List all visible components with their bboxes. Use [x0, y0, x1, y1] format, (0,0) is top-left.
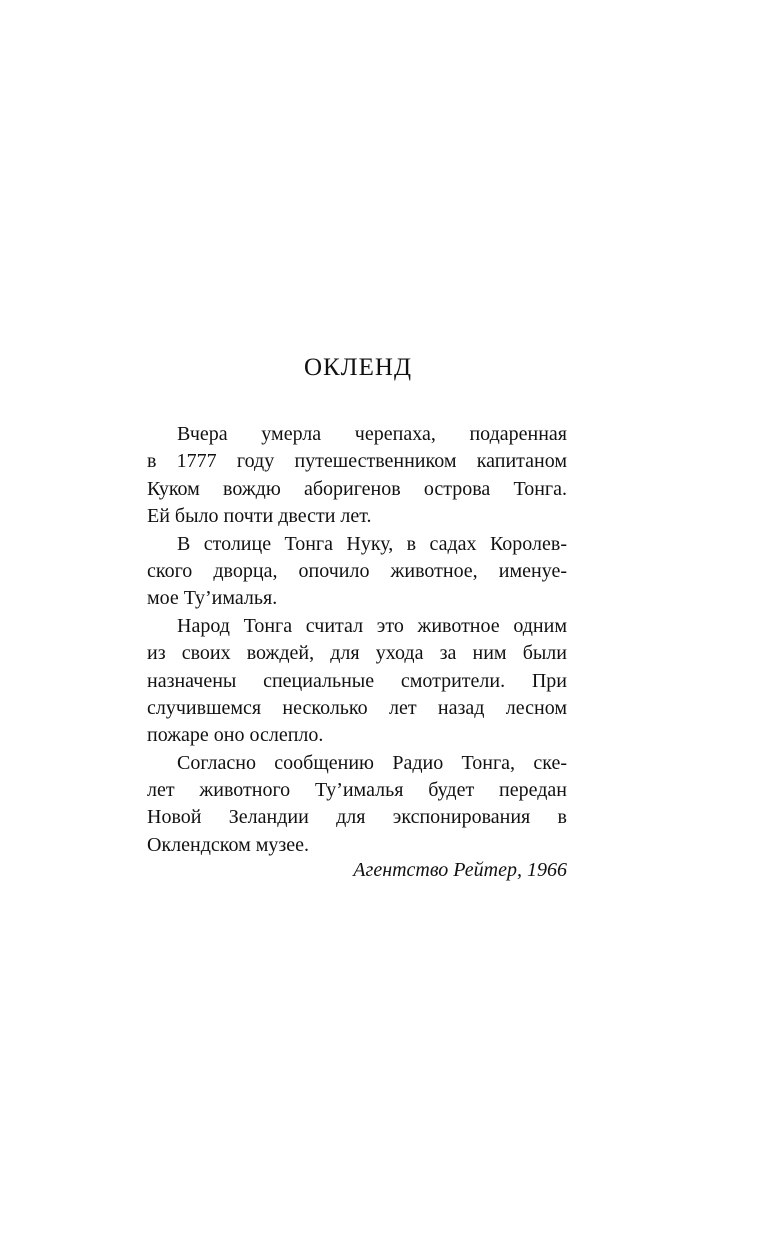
text-line: из своих вождей, для ухода за ним были	[147, 642, 567, 665]
text-line: Согласно сообщению Радио Тонга, ске-	[177, 751, 567, 774]
text-line: В столице Тонга Нуку, в садах Королев-	[177, 532, 567, 555]
text-line: пожаре оно ослепло.	[147, 724, 324, 747]
text-line: Ей было почти двести лет.	[147, 505, 372, 528]
text-line: Оклендском музее.	[147, 833, 310, 856]
article-text	[147, 421, 567, 859]
source-attribution: Агентство Рейтер, 1966	[353, 859, 567, 881]
text-line: мое Ту’ималья.	[147, 587, 278, 610]
text-line: назначены специальные смотрители. При	[147, 669, 567, 692]
text-line: Вчера умерла черепаха, подаренная	[177, 423, 567, 445]
text-line: Новой Зеландии для экспонирования в	[147, 806, 567, 829]
chapter-title: ОКЛЕНД	[303, 354, 413, 381]
text-line: Народ Тонга считал это животное одним	[177, 614, 567, 637]
text-line: в 1777 году путешественником капитаном	[147, 450, 567, 473]
text-line: ского дворца, опочило животное, именуе-	[147, 559, 567, 582]
text-line: случившемся несколько лет назад лесном	[147, 696, 567, 719]
text-line: Куком вождю аборигенов острова Тонга.	[147, 477, 567, 500]
text-line: лет животного Ту’ималья будет передан	[147, 779, 567, 802]
